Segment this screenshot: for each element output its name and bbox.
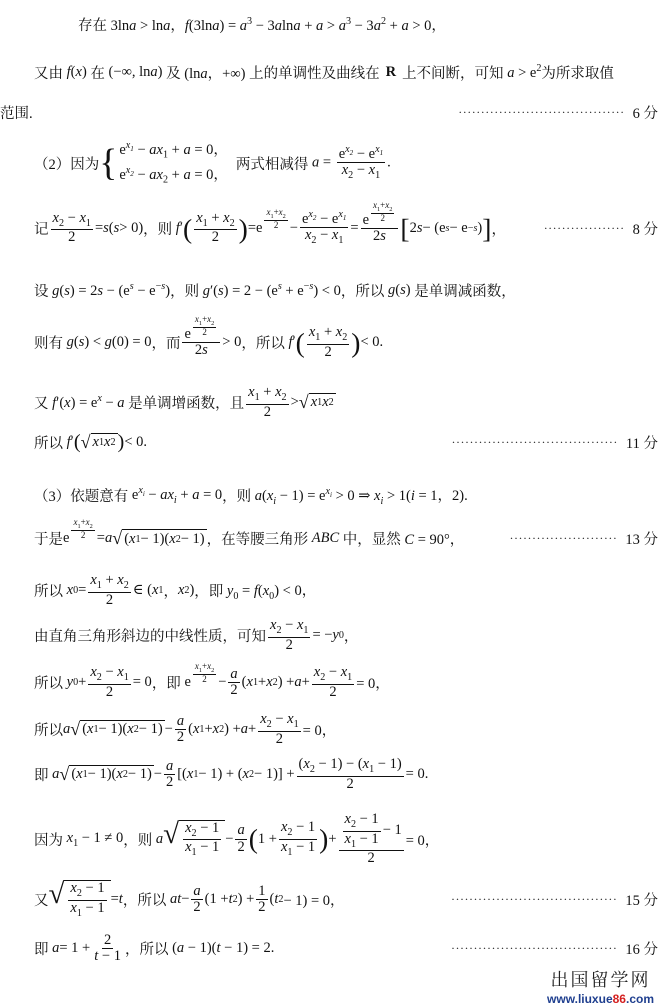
math-expression: $e^{x_i} - ax_i + a = 0$ — [128, 485, 223, 506]
math-expression: x 0 = $\frac{x_1 + x_2}{2}$ ∈ ( x 1 ， x 2 ) — [66, 572, 195, 608]
math-expression: y 0 + $\frac{x_2 - x_1}{2}$ = 0 — [66, 664, 152, 700]
math-expression: 3lna > lna，$f(3\ln a) = a^3 - 3alna + a > a^3 - 3a^2 + a > 0$， — [107, 16, 446, 34]
dot-leader: ························ — [509, 531, 618, 545]
dot-leader: ····································· — [451, 941, 618, 956]
score-marker — [509, 528, 658, 549]
score-points: 15 分 — [625, 893, 658, 910]
text: ，即 — [151, 675, 181, 692]
text: 由直角三角形斜边的中线性质，可知 — [34, 628, 266, 645]
set-R: R — [385, 64, 397, 80]
score-points: 6 分 — [632, 106, 658, 122]
score-points: 16 分 — [625, 942, 658, 959]
text: ，则 — [170, 284, 200, 300]
score-marker — [451, 889, 658, 910]
text: 于是 — [34, 532, 63, 548]
brace-icon: { — [99, 141, 118, 184]
text: 又 — [34, 395, 49, 412]
line-2 — [34, 62, 658, 83]
math-expression: (−∞, lna) — [104, 64, 167, 80]
math-expression: $\frac{x_1 + x_2}{2}$ > √ x 1 x 2 — [248, 384, 334, 420]
text: ，而 — [151, 335, 181, 352]
text: 范围. — [0, 106, 33, 122]
line-11 — [34, 517, 658, 549]
url-highlight: 86 — [612, 992, 626, 1006]
math-expression: e $\frac{x_1+x_2}{2}$ = a √ ( x 1 − 1)( x 2 − 1) — [63, 517, 205, 549]
math-expression: $\frac{x_2 - x_1}{2}$ = s ( s > 0) — [52, 209, 144, 246]
line-16 — [34, 757, 658, 792]
text: 是单调减函数， — [414, 284, 516, 300]
math-expression: f(x) — [66, 64, 91, 80]
line-17 — [34, 812, 658, 866]
line-15 — [34, 712, 658, 747]
text: 设 — [34, 284, 49, 300]
line-10 — [34, 484, 658, 507]
dot-leader: ·················· — [543, 220, 625, 235]
text: 因为 — [34, 832, 63, 849]
score-marker — [458, 102, 658, 123]
text: ，所以 — [122, 893, 167, 910]
text: ，所以 — [124, 942, 169, 959]
watermark-logo — [547, 966, 654, 1006]
text: 所以 — [34, 722, 63, 739]
math-expression: f ′ ( $\frac{x_1 + x_2}{2}$ ) < 0. — [288, 324, 384, 360]
text: 为所求取值 — [541, 66, 614, 82]
math-expression: $\frac{x_2 - x_1}{2}$ = − y 0 ， — [270, 617, 359, 653]
label-exist: 存在 — [78, 18, 107, 34]
text: 所以 — [34, 583, 63, 600]
triangle-name: ABC — [308, 530, 343, 546]
text: ，则 — [222, 488, 252, 505]
math-expression: a √ $\frac{x_2 - 1}{x_1 - 1}$ − $\frac{a}{2}$ ( 1 + $\frac{x_2 - 1}{x_1 - 1}$ ) + $\frac{x_2 - 1}{x_1 - 1}$ − 1 2 = 0， — [155, 811, 440, 867]
line-4 — [34, 138, 658, 189]
math-expression: f ′ ( √ x 1 x 2 ) < 0. — [66, 431, 147, 454]
text: 且 — [229, 395, 245, 412]
line-14 — [34, 660, 658, 700]
text: 又 — [34, 893, 49, 910]
math-expression: $x_1 - 1 \ne 0$ — [66, 829, 124, 849]
math-expression: C = 90°， — [404, 532, 465, 548]
math-expression: g(s) — [387, 282, 415, 298]
part-label: （3）依题意有 — [34, 488, 129, 505]
text: ，则 — [123, 832, 153, 849]
math-expression: √ $\frac{x_2 - 1}{x_1 - 1}$ = t — [48, 878, 123, 919]
text: ，则 — [143, 221, 173, 238]
text: ，在等腰三角形 — [206, 532, 309, 548]
text: ，所以 — [340, 284, 385, 300]
text: 两式相减得 — [235, 156, 309, 173]
text: 是单调增函数， — [128, 395, 230, 412]
line-18 — [34, 880, 658, 919]
math-expression: e $\frac{x_1+x_2}{2}$ − $\frac{a}{2}$ ( x 1 + x 2 ) + a + $\frac{x_2 - x_1}{2}$ = 0， — [184, 660, 390, 700]
score-marker — [544, 218, 658, 239]
math-expression: at − $\frac{a}{2}$ (1 + t 2 ) + $\frac{1}{2}$ ( t 2 − 1) = 0， — [169, 882, 345, 916]
text: 即 — [34, 942, 49, 959]
line-8 — [34, 385, 658, 420]
math-expression: $a > e^2$ — [507, 63, 542, 81]
score-points: 11 分 — [625, 436, 658, 452]
watermark-title: 出国留学网 — [550, 970, 651, 991]
part-label: （2）因为 — [34, 156, 100, 173]
line-9 — [34, 432, 658, 453]
score-points: 13 分 — [625, 532, 658, 548]
line-1 — [78, 14, 658, 35]
dot-leader: ····································· — [451, 435, 618, 449]
math-expression: e $\frac{x_1+x_2}{2}$ 2s > 0 — [184, 313, 242, 358]
equation-system: { $e^{x_1} - ax_1 + a = 0$， $e^{x_2} - ax_2 + a = 0$， — [99, 140, 228, 187]
text: ，即 — [194, 583, 224, 600]
math-expression: $a(x_i - 1) = e^{x_i} > 0$ ⇒ $x_i > 1(i = 1$，2). — [254, 486, 468, 507]
line-7 — [34, 313, 658, 360]
math-expression: a = 1 + $\frac{2}{t - 1}$ — [52, 932, 121, 965]
text: 在 — [90, 66, 105, 82]
math-expression: $f'(x) = e^x - a$ — [52, 392, 125, 411]
watermark-url — [547, 992, 654, 1006]
text: 即 — [34, 767, 49, 784]
math-expression: a √ ( x 1 − 1)( x 2 − 1) − $\frac{a}{2}$ [( x 1 − 1) + ( x 2 − 1)] + $\frac{(x_2 - 1) - (x_1 - 1)}{2}$ = 0. — [52, 756, 429, 792]
math-expression: $y_0 = f(x_0) < 0$， — [226, 582, 317, 602]
math-expression: g(s) < g(0) = 0 — [66, 333, 152, 350]
math-expression: a = $\frac{e^{x_2} - e^{x_1}}{x_2 - x_1}$ . — [312, 144, 391, 182]
text: 所以 — [34, 436, 63, 452]
score-marker — [451, 938, 658, 959]
math-expression: $g'(s) = 2 - (e^s + e^{-s}) < 0$ — [202, 281, 341, 299]
url-suffix: .com — [625, 992, 654, 1006]
text: 上不间断，可知 — [402, 66, 504, 82]
line-3 — [0, 102, 658, 123]
math-expression: (lna，+∞) — [180, 66, 250, 82]
text: ，所以 — [241, 335, 285, 352]
dot-leader: ····································· — [451, 892, 618, 907]
math-expression: $g(s) = 2s - (e^s - e^{-s})$ — [52, 281, 171, 299]
line-19 — [34, 933, 658, 964]
line-13 — [34, 618, 658, 653]
math-expression: f ′ ( $\frac{x_1 + x_2}{2}$ ) = e $\frac{x_1+x_2}{2}$ − $\frac{e^{x_2} - e^{x_1}}{x_2 - x_1}$ = e $\frac{x_1+x_2}{2}$ 2s [ 2 s − (e s − e −s ) ] ， — [175, 199, 506, 246]
line-12 — [34, 573, 658, 608]
text: 上的单调性及曲线在 — [249, 66, 380, 82]
text: 又由 — [34, 66, 63, 82]
score-points: 8 分 — [632, 221, 658, 238]
score-marker — [452, 432, 658, 453]
text: 则有 — [34, 335, 63, 352]
dot-leader: ····································· — [458, 105, 625, 119]
url-prefix: www.liuxue — [547, 992, 613, 1006]
line-5 — [34, 199, 658, 247]
text: 所以 — [34, 675, 63, 692]
text: 记 — [34, 221, 49, 238]
text: 及 — [166, 66, 181, 82]
math-expression: (a − 1)(t − 1) = 2. — [168, 940, 275, 957]
line-6 — [34, 280, 658, 301]
text: 中，显然 — [342, 532, 401, 548]
math-expression: a √ ( x 1 − 1)( x 2 − 1) − $\frac{a}{2}$ ( x 1 + x 2 ) + a + $\frac{x_2 - x_1}{2}$ = 0， — [63, 711, 337, 747]
